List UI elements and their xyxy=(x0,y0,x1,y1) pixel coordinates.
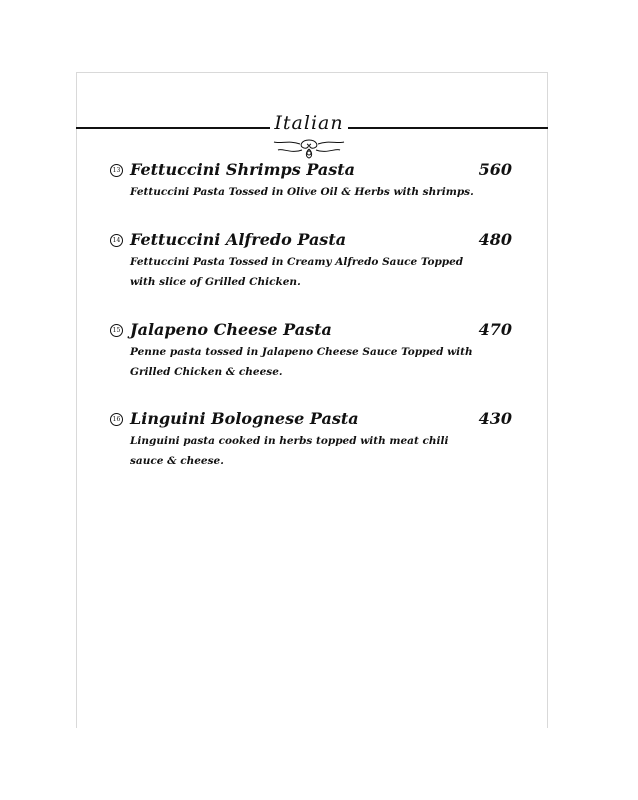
item-title: Fettuccini Alfredo Pasta xyxy=(130,230,347,249)
item-price: 430 xyxy=(478,409,512,428)
item-title: Jalapeno Cheese Pasta xyxy=(130,320,332,339)
item-description: Linguini pasta cooked in herbs topped with meat chili sauce & cheese. xyxy=(130,435,449,467)
item-description: Fettuccini Pasta Tossed in Creamy Alfredo Sauce Topped with slice of Grilled Chicken. xyxy=(130,256,464,288)
item-number: 14 xyxy=(110,234,123,247)
item-price: 560 xyxy=(478,160,512,179)
item-title: Linguini Bolognese Pasta xyxy=(130,409,359,428)
ornament-flourish xyxy=(270,136,348,160)
item-title: Fettuccini Shrimps Pasta xyxy=(130,160,356,179)
item-number: 13 xyxy=(110,164,123,177)
item-price: 480 xyxy=(478,230,512,249)
item-description: Penne pasta tossed in Jalapeno Cheese Sauce Topped with Grilled Chicken & cheese. xyxy=(130,346,473,378)
heading-rule-left xyxy=(76,127,270,129)
heading-rule-right xyxy=(348,127,548,129)
item-price: 470 xyxy=(478,320,512,339)
item-number: 16 xyxy=(110,413,123,426)
item-description: Fettuccini Pasta Tossed in Olive Oil & Herbs with shrimps. xyxy=(130,186,474,198)
item-number: 15 xyxy=(110,324,123,337)
section-heading: Italian xyxy=(274,112,344,134)
